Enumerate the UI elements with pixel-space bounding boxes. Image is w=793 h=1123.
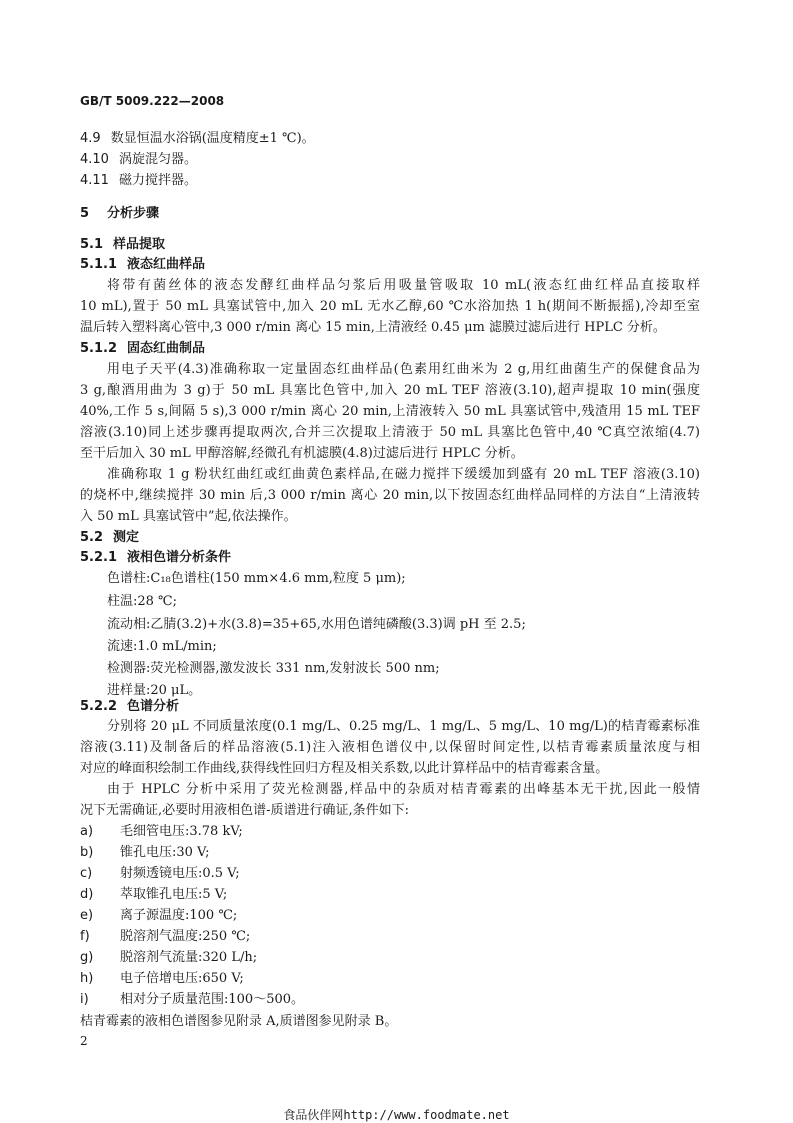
- ms-condition-i: i) 相对分子质量范围:100～500。: [80, 992, 305, 1007]
- ms-condition-f: f) 脱溶剂气温度:250 ℃;: [80, 929, 251, 944]
- para-line: 溶液(3.10)同上述步骤再提取两次,合并三次提取上清液于 50 mL 具塞比色管中,40 ℃真空浓缩(4.7): [80, 425, 700, 440]
- ms-condition-h: h) 电子倍增电压:650 V;: [80, 971, 244, 986]
- item-4-10: 4.10 涡旋混匀器。: [80, 152, 197, 167]
- para-line: 分别将 20 μL 不同质量浓度(0.1 mg/L、0.25 mg/L、1 mg/L、5 mg/L、10 mg/L)的桔青霉素标准: [107, 719, 700, 734]
- condition-line: 色谱柱:C₁₈色谱柱(150 mm×4.6 mm,粒度 5 μm);: [107, 571, 406, 586]
- para-line: 40%,工作 5 s,间隔 5 s),3 000 r/min 离心 20 min,上清液转入 50 mL 具塞试管中,残渣用 15 mL TEF: [80, 404, 700, 419]
- para-line: 准确称取 1 g 粉状红曲红或红曲黄色素样品,在磁力搅拌下缓缓加到盛有 20 mL TEF 溶液(3.10): [107, 467, 700, 482]
- condition-line: 流速:1.0 mL/min;: [107, 639, 217, 654]
- section-5-heading: 5 分析步骤: [80, 206, 160, 221]
- condition-line: 检测器:荧光检测器,激发波长 331 nm,发射波长 500 nm;: [107, 661, 440, 676]
- section-5-1-heading: 5.1 样品提取: [80, 237, 166, 252]
- para-line: 温后转入塑料离心管中,3 000 r/min 离心 15 min,上清液经 0.45 μm 滤膜过滤后进行 HPLC 分析。: [80, 320, 666, 335]
- footer-watermark: 食品伙伴网http://www.foodmate.net: [283, 1108, 510, 1122]
- condition-line: 流动相:乙腈(3.2)+水(3.8)=35+65,水用色谱纯磷酸(3.3)调 pH 至 2.5;: [107, 617, 526, 632]
- para-line: 的烧杯中,继续搅拌 30 min 后,3 000 r/min 离心 20 min,以下按固态红曲样品同样的方法自“上清液转: [80, 488, 700, 503]
- section-5-1-2-heading: 5.1.2 固态红曲制品: [80, 341, 206, 356]
- para-line: 对应的峰面积绘制工作曲线,获得线性回归方程及相关系数,以此计算样品中的桔青霉素含量。: [80, 761, 609, 776]
- standard-header: GB/T 5009.222—2008: [80, 94, 225, 108]
- final-note: 桔青霉素的液相色谱图参见附录 A,质谱图参见附录 B。: [80, 1014, 398, 1029]
- ms-condition-c: c) 射频透镜电压:0.5 V;: [80, 866, 240, 881]
- para-line: 将带有菌丝体的液态发酵红曲样品匀浆后用吸量管吸取 10 mL(液态红曲红样品直接取样: [107, 278, 700, 293]
- ms-condition-g: g) 脱溶剂气流量:320 L/h;: [80, 950, 258, 965]
- page-number: 2: [80, 1034, 88, 1048]
- ms-condition-e: e) 离子源温度:100 ℃;: [80, 908, 238, 923]
- ms-condition-a: a) 毛细管电压:3.78 kV;: [80, 824, 243, 839]
- ms-condition-b: b) 锥孔电压:30 V;: [80, 845, 210, 860]
- para-line: 3 g,酿酒用曲为 3 g)于 50 mL 具塞比色管中,加入 20 mL TEF 溶液(3.10),超声提取 10 min(强度: [80, 383, 700, 398]
- condition-line: 进样量:20 μL。: [107, 683, 202, 698]
- ms-condition-d: d) 萃取锥孔电压:5 V;: [80, 887, 228, 902]
- section-5-2-2-heading: 5.2.2 色谱分析: [80, 699, 180, 714]
- section-5-2-heading: 5.2 测定: [80, 530, 140, 545]
- para-line: 由于 HPLC 分析中采用了荧光检测器,样品中的杂质对桔青霉素的出峰基本无干扰,因此一般情: [107, 782, 700, 797]
- section-5-1-1-heading: 5.1.1 液态红曲样品: [80, 257, 206, 272]
- para-line: 况下无需确证,必要时用液相色谱-质谱进行确证,条件如下:: [80, 803, 410, 818]
- para-line: 至干后加入 30 mL 甲醇溶解,经微孔有机滤膜(4.8)过滤后进行 HPLC 分析。: [80, 446, 524, 461]
- para-line: 10 mL),置于 50 mL 具塞试管中,加入 20 mL 无水乙醇,60 ℃水浴加热 1 h(期间不断振摇),冷却至室: [80, 299, 700, 314]
- section-5-2-1-heading: 5.2.1 液相色谱分析条件: [80, 550, 232, 565]
- para-line: 溶液(3.11)及制备后的样品溶液(5.1)注入液相色谱仪中,以保留时间定性,以桔青霉素质量浓度与相: [80, 740, 700, 755]
- item-4-9: 4.9 数显恒温水浴锅(温度精度±1 ℃)。: [80, 131, 315, 146]
- para-line: 入 50 mL 具塞试管中”起,依法操作。: [80, 509, 297, 524]
- condition-line: 柱温:28 ℃;: [107, 594, 177, 609]
- item-4-11: 4.11 磁力搅拌器。: [80, 173, 197, 188]
- para-line: 用电子天平(4.3)准确称取一定量固态红曲样品(色素用红曲米为 2 g,用红曲菌生产的保健食品为: [107, 362, 700, 377]
